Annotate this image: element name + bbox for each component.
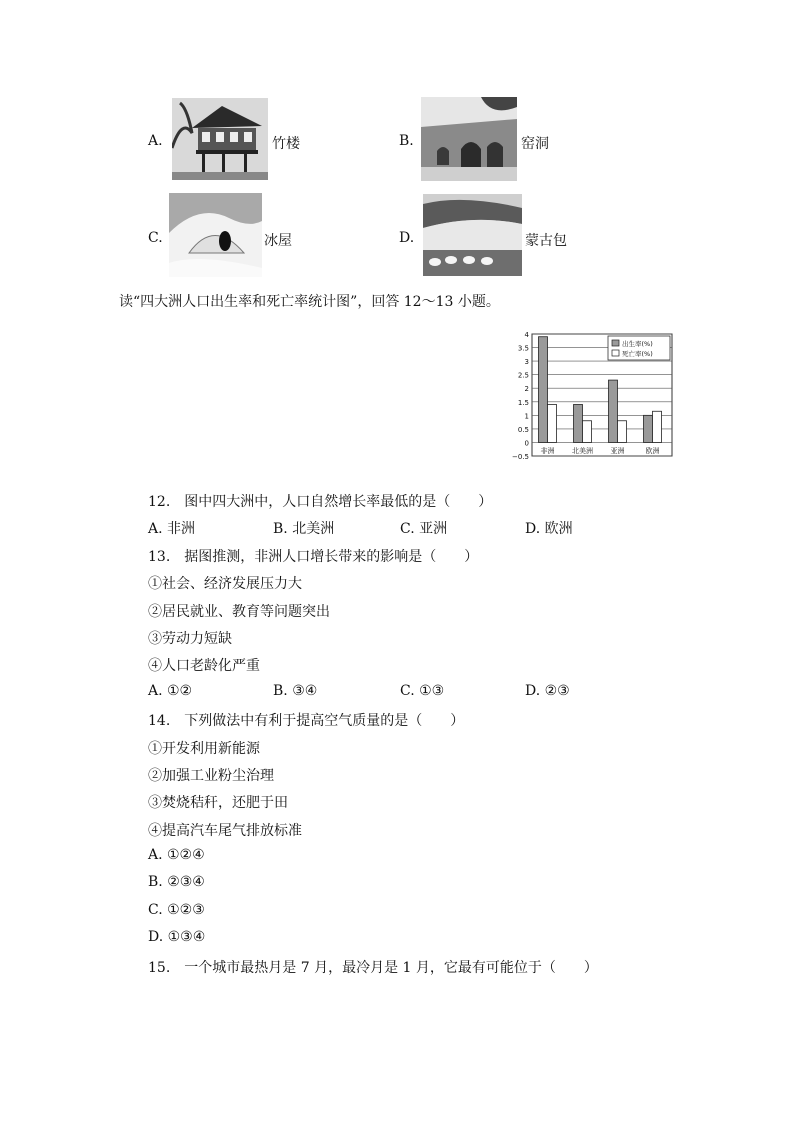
q12-choice-c: C. 亚洲 (400, 521, 448, 537)
y-tick-label: 3.5 (517, 344, 529, 353)
bar-death (653, 411, 662, 442)
option-a-caption: 竹楼 (272, 136, 300, 152)
legend-swatch (612, 350, 619, 356)
bar-birth (539, 337, 548, 443)
q12-choice-b: B. 北美洲 (273, 521, 335, 537)
q13-choice-b: B. ③④ (273, 683, 318, 699)
q13-item-2: ②居民就业、教育等问题突出 (148, 604, 330, 620)
y-tick-label: 0 (524, 439, 529, 448)
q14-item-3: ③焚烧秸秆，还肥于田 (148, 795, 288, 811)
y-tick-label: 1.5 (517, 398, 529, 407)
option-d-letter: D. (399, 230, 415, 246)
option-c-letter: C. (148, 230, 163, 246)
q12-choice-d: D. 欧洲 (525, 521, 573, 537)
q13-choice-d: D. ②③ (525, 683, 570, 699)
option-a-letter: A. (148, 133, 163, 149)
q14-choice-a: A. ①②④ (148, 847, 205, 863)
legend-label: 死亡率(%) (622, 350, 653, 358)
q13-item-1: ①社会、经济发展压力大 (148, 576, 302, 592)
bar-birth (644, 415, 653, 442)
q13-choice-c: C. ①③ (400, 683, 445, 699)
option-d-caption: 蒙古包 (525, 233, 567, 249)
x-tick-label: 北美洲 (572, 447, 593, 455)
bar-death (583, 421, 592, 443)
q13-choice-a: A. ①② (148, 683, 193, 699)
intro-text: 读“四大洲人口出生率和死亡率统计图”，回答 12～13 小题。 (119, 294, 500, 310)
q13-stem: 13. 据图推测，非洲人口增长带来的影响是（ ） (148, 549, 479, 565)
q14-choice-c: C. ①②③ (148, 902, 205, 918)
birth-death-rate-chart (508, 328, 678, 462)
y-tick-label: 1 (524, 412, 529, 421)
option-c-caption: 冰屋 (264, 233, 292, 249)
y-tick-label: −0.5 (512, 453, 529, 461)
y-tick-label: 4 (524, 331, 529, 339)
bamboo-house-photo (172, 98, 268, 180)
bar-birth (609, 380, 618, 442)
q14-item-1: ①开发利用新能源 (148, 741, 260, 757)
cave-dwelling-photo (421, 97, 517, 181)
q13-item-4: ④人口老龄化严重 (148, 658, 260, 674)
y-tick-label: 0.5 (517, 425, 529, 434)
bar-death (618, 421, 627, 443)
x-tick-label: 亚洲 (610, 447, 625, 455)
y-tick-label: 3 (524, 358, 529, 367)
q15-stem: 15. 一个城市最热月是 7 月，最冷月是 1 月，它最有可能位于（ ） (148, 960, 598, 976)
legend-swatch (612, 340, 619, 346)
x-tick-label: 欧洲 (645, 447, 660, 455)
q14-stem: 14. 下列做法中有利于提高空气质量的是（ ） (148, 713, 465, 729)
bar-death (548, 404, 557, 442)
option-b-letter: B. (399, 133, 414, 149)
q13-item-3: ③劳动力短缺 (148, 631, 232, 647)
y-tick-label: 2.5 (517, 371, 529, 380)
q12-choice-a: A. 非洲 (148, 521, 196, 537)
q14-item-4: ④提高汽车尾气排放标准 (148, 823, 302, 839)
q12-stem: 12. 图中四大洲中，人口自然增长率最低的是（ ） (148, 494, 493, 510)
yurt-photo (423, 194, 522, 276)
q14-choice-b: B. ②③④ (148, 874, 205, 890)
bar-birth (574, 404, 583, 442)
y-tick-label: 2 (524, 385, 529, 394)
x-tick-label: 非洲 (540, 447, 555, 455)
option-b-caption: 窑洞 (521, 136, 549, 152)
igloo-photo (169, 193, 262, 277)
legend-label: 出生率(%) (622, 340, 653, 348)
q14-choice-d: D. ①③④ (148, 929, 206, 945)
q14-item-2: ②加强工业粉尘治理 (148, 768, 274, 784)
